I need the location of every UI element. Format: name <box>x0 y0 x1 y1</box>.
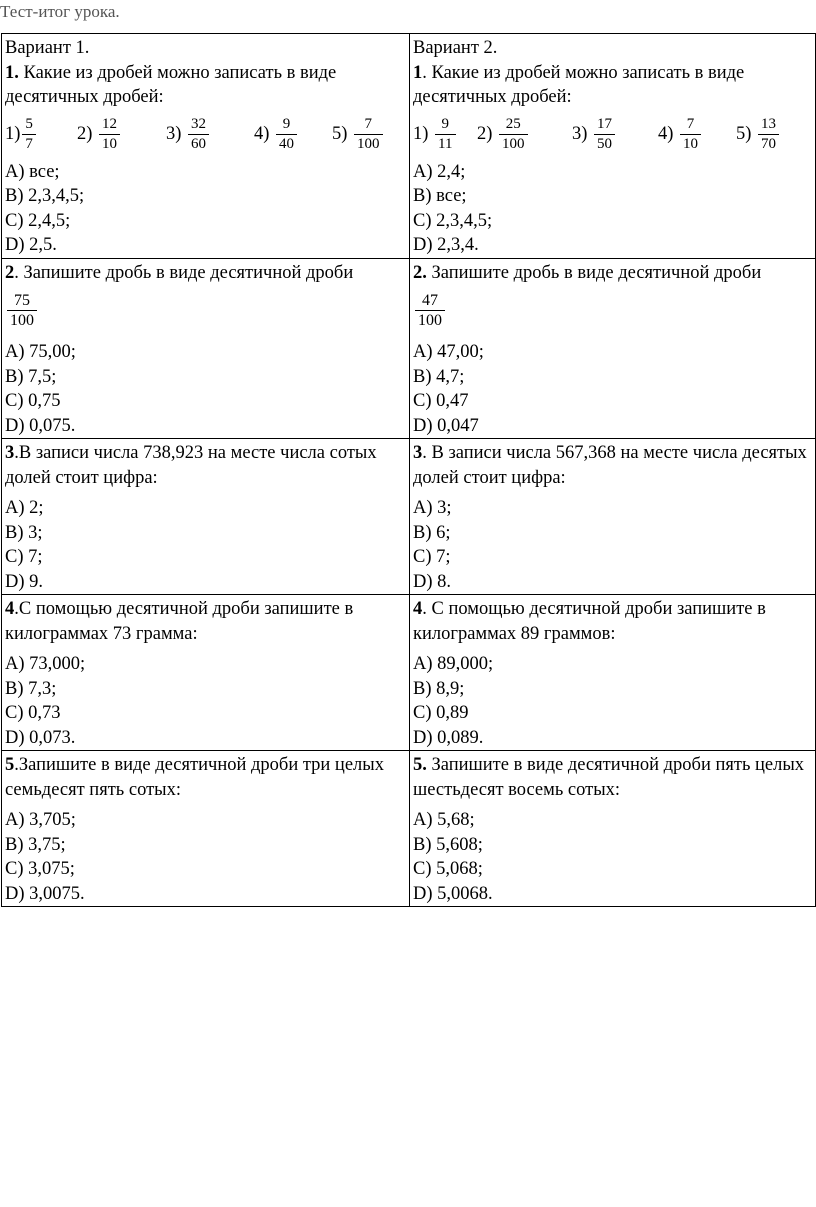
fraction-label: 5) <box>332 124 348 145</box>
question-number: 4 <box>413 599 423 619</box>
fraction <box>276 115 297 154</box>
fraction <box>435 115 455 154</box>
answer-option: D) 9. <box>5 571 44 592</box>
answer-option: B) 8,9; <box>413 678 465 699</box>
answer-option: D) 3,0075. <box>5 883 85 904</box>
question-number: 1 <box>413 62 423 83</box>
question-number: 5. <box>413 755 427 775</box>
answer-option: C) 7; <box>413 547 451 567</box>
answer-option: B) все; <box>413 186 467 206</box>
table-row <box>2 751 816 907</box>
question-text: . Запишите дробь в виде десятичной дроби <box>14 262 354 283</box>
fraction-item <box>413 115 477 154</box>
question-number: 4 <box>5 599 15 619</box>
table-row <box>2 34 816 259</box>
answer-option: B) 2,3,4,5; <box>5 186 85 206</box>
question-3 <box>5 441 406 490</box>
fraction-item <box>5 115 77 154</box>
fraction-numerator: 13 <box>761 116 777 132</box>
answer-option: A) все; <box>5 161 60 182</box>
fraction-denominator: 11 <box>438 136 453 152</box>
answer-option: D) 0,089. <box>413 727 484 748</box>
answer-option: B) 3; <box>5 522 43 543</box>
fraction-item <box>736 115 781 154</box>
fraction-denominator: 100 <box>10 312 34 329</box>
fraction-label: 1) <box>5 124 21 145</box>
variant-2-q4-cell <box>410 595 816 751</box>
answer-option: D) 5,0068. <box>413 883 493 904</box>
fraction-item <box>572 115 658 154</box>
table-row <box>2 258 816 439</box>
answer-option: A) 2,4; <box>413 161 466 182</box>
fraction-denominator: 10 <box>683 136 699 152</box>
question-number: 2. <box>413 262 427 283</box>
question-number: 2 <box>5 262 15 283</box>
answer-option: D) 0,073. <box>5 727 76 748</box>
answer-option: A) 73,000; <box>5 654 86 674</box>
variant-title: Вариант 1. <box>5 38 90 58</box>
variant-2-q5-cell <box>410 751 816 907</box>
test-table <box>1 33 816 907</box>
table-row <box>2 595 816 751</box>
answer-option: C) 2,4,5; <box>5 210 71 231</box>
fraction-label: 3) <box>572 124 588 145</box>
question-1 <box>5 61 406 110</box>
fraction-numerator: 9 <box>441 116 450 132</box>
question-number: 1. <box>5 62 19 83</box>
fraction-label: 4) <box>254 124 270 145</box>
question-text: . С помощью десятичной дроби запишите в килограммах 89 граммов: <box>413 599 766 644</box>
variant-title: Вариант 2. <box>413 38 498 58</box>
fraction-numerator: 75 <box>14 292 30 309</box>
fraction <box>415 291 445 330</box>
variant-1-q4-cell <box>2 595 410 751</box>
answer-option: C) 0,73 <box>5 703 61 723</box>
fraction-numerator: 12 <box>102 116 118 132</box>
question-text: Запишите дробь в виде десятичной дроби <box>426 262 762 283</box>
question-text: Запишите в виде десятичной дроби пять целых шестьдесят восемь сотых: <box>413 755 805 800</box>
fraction-numerator: 32 <box>191 116 207 132</box>
fraction-numerator: 5 <box>25 116 33 132</box>
answer-option: B) 7,5; <box>5 366 57 387</box>
answer-option: C) 5,068; <box>413 859 483 879</box>
fraction-denominator: 40 <box>279 136 295 152</box>
fraction <box>22 115 36 154</box>
fraction-label: 2) <box>77 124 93 145</box>
fraction-denominator: 100 <box>502 136 525 152</box>
question-text: . Какие из дробей можно записать в виде десятичных дробей: <box>413 62 745 107</box>
answer-option: B) 6; <box>413 522 451 543</box>
variant-2-q1-cell <box>410 34 816 259</box>
fraction-denominator: 70 <box>761 136 777 152</box>
fraction-item <box>166 115 254 154</box>
fraction <box>188 115 209 154</box>
fraction-item <box>658 115 736 154</box>
answer-options <box>5 808 406 906</box>
question-1 <box>413 61 812 110</box>
question-text: .Запишите в виде десятичной дроби три целых семьдесят пять сотых: <box>5 755 384 800</box>
answer-option: B) 4,7; <box>413 366 465 387</box>
variant-1-q2-cell <box>2 258 410 439</box>
fraction <box>680 115 701 154</box>
question-text: .С помощью десятичной дроби запишите в килограммах 73 грамма: <box>5 599 354 644</box>
question-number: 3 <box>5 443 15 463</box>
answer-option: C) 0,47 <box>413 391 469 411</box>
answer-option: A) 3,705; <box>5 810 76 830</box>
variant-1-q1-cell <box>2 34 410 259</box>
fraction <box>499 115 528 154</box>
answer-options <box>5 652 406 750</box>
fraction <box>99 115 120 154</box>
fraction-numerator: 17 <box>597 116 613 132</box>
fraction <box>7 291 37 330</box>
question-3 <box>413 441 812 490</box>
variant-1-q5-cell <box>2 751 410 907</box>
page-title: Тест-итог урока. <box>0 2 120 21</box>
fraction-denominator: 10 <box>102 136 118 152</box>
fraction-numerator: 9 <box>282 116 291 132</box>
fraction-numerator: 25 <box>505 116 521 132</box>
question-5 <box>413 753 812 802</box>
question-4 <box>5 597 406 646</box>
fraction-label: 4) <box>658 124 674 145</box>
answer-option: A) 5,68; <box>413 810 475 830</box>
question-text: . В записи числа 567,368 на месте числа десятых долей стоит цифра: <box>413 443 807 488</box>
fraction-list <box>413 110 812 160</box>
fraction-denominator: 7 <box>25 136 33 152</box>
question-2 <box>5 261 406 286</box>
answer-option: B) 7,3; <box>5 678 57 699</box>
fraction <box>758 115 779 154</box>
table-row <box>2 439 816 595</box>
question-5 <box>5 753 406 802</box>
question-text: .В записи числа 738,923 на месте числа сотых долей стоит цифра: <box>5 443 377 488</box>
answer-option: A) 89,000; <box>413 654 494 674</box>
answer-option: C) 7; <box>5 547 43 567</box>
question-number: 3 <box>413 443 423 463</box>
answer-option: D) 2,3,4. <box>413 235 479 255</box>
answer-option: C) 3,075; <box>5 859 75 879</box>
fraction-label: 3) <box>166 124 182 145</box>
fraction-label: 1) <box>413 124 429 145</box>
answer-option: A) 3; <box>413 498 452 518</box>
variant-2-q3-cell <box>410 439 816 595</box>
fraction <box>594 115 615 154</box>
fraction-numerator: 7 <box>686 116 695 132</box>
answer-option: C) 0,89 <box>413 703 469 723</box>
answer-option: A) 75,00; <box>5 342 76 362</box>
fraction-denominator: 100 <box>357 136 380 152</box>
fraction-list <box>5 110 406 160</box>
question-number: 5 <box>5 755 15 775</box>
answer-options <box>413 652 812 750</box>
answer-option: D) 0,075. <box>5 415 76 436</box>
answer-option: B) 3,75; <box>5 834 66 855</box>
question-text: Какие из дробей можно записать в виде десятичных дробей: <box>5 62 337 107</box>
fraction-numerator: 47 <box>422 292 438 309</box>
answer-option: D) 2,5. <box>5 235 57 255</box>
fraction-numerator: 7 <box>364 116 373 132</box>
fraction-item <box>77 115 166 154</box>
answer-option: B) 5,608; <box>413 834 483 855</box>
answer-options <box>5 496 406 594</box>
fraction <box>354 115 383 154</box>
fraction-denominator: 60 <box>191 136 207 152</box>
answer-option: A) 2; <box>5 498 44 518</box>
fraction-item <box>477 115 572 154</box>
question-2 <box>413 261 812 286</box>
fraction-label: 2) <box>477 124 493 145</box>
fraction-item <box>332 115 385 154</box>
answer-option: C) 0,75 <box>5 391 61 411</box>
answer-options <box>413 808 812 906</box>
answer-option: C) 2,3,4,5; <box>413 210 493 231</box>
answer-option: A) 47,00; <box>413 342 484 362</box>
variant-1-q3-cell <box>2 439 410 595</box>
variant-2-q2-cell <box>410 258 816 439</box>
fraction-denominator: 100 <box>418 312 442 329</box>
answer-option: D) 8. <box>413 571 452 592</box>
answer-option: D) 0,047 <box>413 415 479 436</box>
fraction-item <box>254 115 332 154</box>
fraction-label: 5) <box>736 124 752 145</box>
answer-options <box>413 496 812 594</box>
fraction-denominator: 50 <box>597 136 613 152</box>
question-4 <box>413 597 812 646</box>
